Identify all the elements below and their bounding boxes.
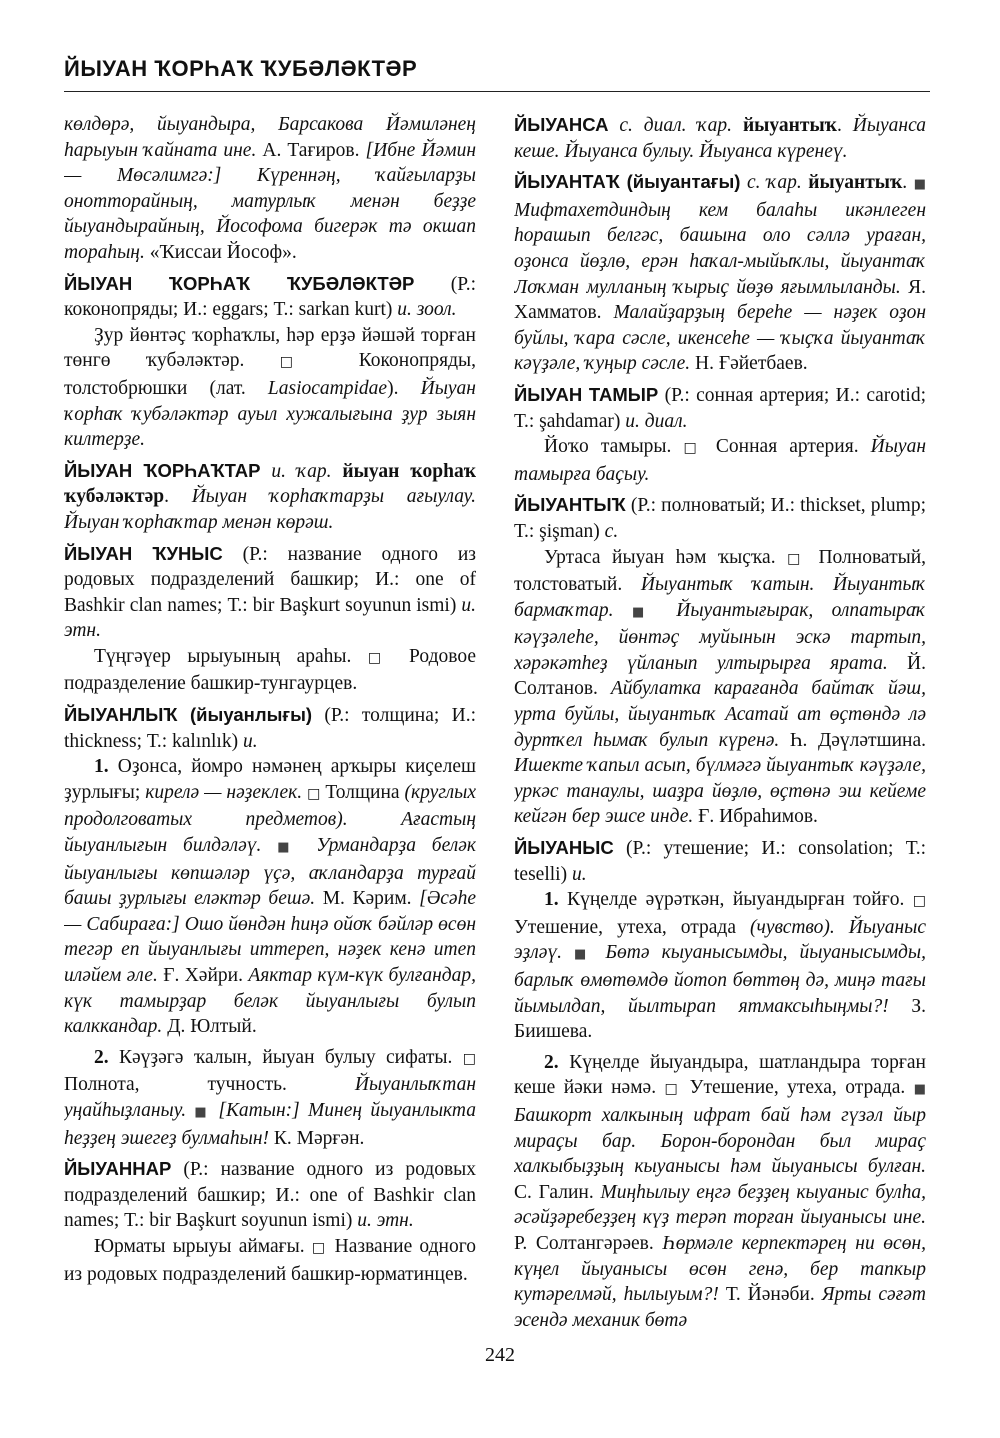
entry-paragraph xyxy=(514,1050,926,1332)
italic-text: и. этн. xyxy=(64,594,476,642)
entry-paragraph xyxy=(64,1234,476,1287)
italic-text: с. ҡар. xyxy=(747,172,802,194)
text-run: (Р.: название одного из родовых подразделений башкир; И.: one of Bashkir clan names; Т.: bir Başkurt soyunun ismi) xyxy=(64,1159,476,1232)
text-run: Утешение, утеха, отрада. xyxy=(681,1077,914,1099)
entry-paragraph xyxy=(64,754,476,1040)
translation-marker: □ xyxy=(912,893,926,910)
text-run: . xyxy=(902,172,914,194)
text-run: Я. Хамматов. xyxy=(514,276,926,324)
text-run xyxy=(658,600,676,621)
headword: ЙЫУАНЫС xyxy=(514,837,614,859)
text-run xyxy=(609,115,620,136)
translation-marker: □ xyxy=(311,1239,328,1256)
italic-text: Айбулатка карағанда байтаҡ йәш, урта буйлы, йыуантыҡ Асатай ат өҫтөндә лә дуртҡел һымаҡ булып күренә. xyxy=(514,678,926,751)
headword: ЙЫУАНЛЫҠ (йыуанлығы) xyxy=(64,704,313,726)
text-run: Оҙонса, йомро нәмәнең арҡыры киҫелеш ҙурлығы; xyxy=(64,756,476,803)
entry-paragraph xyxy=(64,1156,476,1234)
italic-text: и. ҡар. xyxy=(271,460,332,482)
text-run: Ғ. Ибраһимов. xyxy=(693,806,818,828)
text-run: Толщина xyxy=(320,781,405,803)
text-run: (Р.: толщина; И.: thickness; Т.: kalınlık) xyxy=(64,705,476,752)
text-run: Ҙур йөнтәҫ ҡорһаҡлы, һәр ерҙә йәшәй торған төнгө ҡубәләктәр. xyxy=(64,324,476,372)
italic-text: [Ибне Йәмин — Мөсәлимгә:] Күреннәң, ҡайғыларҙы онотторайның, матурлыҡ менән беҙҙе йыуандырайның, Йософома бигерәк тә окшап тораһың. xyxy=(64,139,476,263)
entry-paragraph xyxy=(514,112,926,164)
italic-text: и. этн. xyxy=(357,1210,414,1232)
bold-ref: 1. xyxy=(544,889,559,911)
text-run: Полноватый, толстоватый. xyxy=(514,546,926,596)
text-run: Ғ. Хәйри. xyxy=(157,965,249,986)
italic-text: [Әсәһе — Сабираға:] Ошо йөндән һиңә ойоҡ бәйләр өсөн тегәр еп йыуанлығы иттереп, нәҙек кенә итеп иләйем әле. xyxy=(64,888,476,986)
text-run: Родовое подразделение башкир-тунгаурцев. xyxy=(64,645,476,695)
entry-paragraph xyxy=(64,644,476,697)
text-run: Н. Ғәйетбаев. xyxy=(690,353,808,375)
bold-ref: 2. xyxy=(94,1046,109,1068)
bold-ref: йыуантыҡ xyxy=(808,172,903,194)
text-run: К. Мәрғән. xyxy=(269,1127,365,1149)
example-marker: ■ xyxy=(913,177,926,193)
headword: ЙЫУАНТАҠ (йыуантағы) xyxy=(514,171,741,193)
text-run: Название одного из родовых подразделений башкир-юрматинцев. xyxy=(64,1235,476,1285)
text-run: (Р.: коконопряды; И.: eggars; Т.: sarkan kurt) xyxy=(64,273,476,321)
text-run: Д. Юлтый. xyxy=(162,1016,257,1038)
entry-paragraph xyxy=(64,541,476,644)
italic-text: көлдөрә, йыуандыра, Барсакова Йәмиләнең һарыуын ҡайната ине. xyxy=(64,114,476,161)
right-column xyxy=(514,112,926,1332)
text-run: Уртаса йыуан һәм ҡыҫҡа. xyxy=(544,546,788,568)
text-run: Утешение, утеха, отрада xyxy=(514,916,751,938)
italic-text: Йыуантығырак, олпатыраҡ кәүҙәлеһе, йөнтәҫ муйынын эскә тартып, хәрәкәтһеҙ үйланып ултырырға ярата. xyxy=(514,599,926,674)
translation-marker: □ xyxy=(462,1050,476,1067)
entry-paragraph xyxy=(514,545,926,831)
text-run xyxy=(614,600,632,621)
headword: ЙЫУАН ҠУНЫС xyxy=(64,542,223,564)
text-run xyxy=(261,835,277,856)
italic-text: кирелә — нәҙеклек. xyxy=(145,781,303,803)
entry-paragraph xyxy=(64,702,476,754)
entry-paragraph xyxy=(64,112,476,266)
italic-text: Аяктар күм-күк булғандар, күк тамырҙар беләк йыуанлығы булып калккандар. xyxy=(64,965,476,1038)
text-run: С. Галин. xyxy=(514,1181,601,1203)
text-run: Түңгәүер ырыуының араһы. xyxy=(94,645,368,667)
text-run: Сонная артерия. xyxy=(703,436,871,458)
entry-paragraph xyxy=(514,835,926,887)
translation-marker: □ xyxy=(367,649,393,666)
bold-ref: 1. xyxy=(94,756,109,778)
translation-marker: □ xyxy=(787,550,807,567)
text-run: Йоҡо тамыры. xyxy=(544,436,684,458)
text-run: Күңелде әүрәткән, йыуандырған тойғо. xyxy=(558,889,913,911)
entry-paragraph xyxy=(514,382,926,434)
text-run xyxy=(300,835,316,856)
text-run: (Р.: полноватый; И.: thickset, plump; Т.: şişman) xyxy=(514,495,926,542)
example-marker: ■ xyxy=(574,947,594,963)
bold-ref: йыуан ҡорһаҡ ҡубәләктәр xyxy=(64,460,476,508)
italic-text: Йыуан тамырға баҫыу. xyxy=(514,436,926,485)
text-run: Юрматы ырыуы аймағы. xyxy=(94,1235,312,1257)
entry-paragraph xyxy=(64,271,476,323)
text-run: . xyxy=(164,486,192,508)
italic-text: Lasiocampidae xyxy=(267,377,388,399)
text-run: (Р.: утешение; И.: consolation; Т.: teselli) xyxy=(514,838,926,885)
entry-paragraph xyxy=(64,458,476,536)
italic-text: Малайҙарҙың береһе — нәҙек оҙон буйлы, ҡара сәсле, икенсеһе — ҡыҫҡа йыуантаҡ кәүҙәле, ҡуңыр сәсле. xyxy=(514,302,926,375)
headword: ЙЫУАНТЫҠ xyxy=(514,494,626,516)
italic-text: Һөрмәле керпектәрең ни өсөн, күңел йыуанысы өсөн генә, бер тапкыр кутәрелмәй, һылыуым?! xyxy=(514,1232,926,1306)
text-run: Коконопряды, толстобрюшки (лат. xyxy=(64,350,476,399)
text-run xyxy=(332,461,343,482)
italic-text: [Катын:] Минең йыуанлыкта һеҙҙең эшегеҙ булмаһын! xyxy=(64,1099,476,1149)
text-run xyxy=(594,942,606,963)
italic-text: и. диал. xyxy=(625,410,688,432)
text-run: (Р.: название одного из родовых подразделений башкир; И.: one of Bashkir clan names; Т.: bir Başkurt soyunun ismi) xyxy=(64,543,476,616)
entry-paragraph xyxy=(64,323,476,453)
italic-text: Йыуан ҡорһаҡтарҙы ағыулау. Йыуан ҡорһаҡтар менән көрәш. xyxy=(64,486,476,533)
text-run: Кәүҙәгә ҡалын, йыуан булыу сифаты. xyxy=(108,1046,463,1068)
text-run: ). xyxy=(387,377,421,399)
italic-text: и. xyxy=(242,730,258,752)
text-run: Һ. Дәүләтшина. xyxy=(779,729,926,751)
italic-text: Йыуантыҡ ҡатын. Йыуантыҡ бармаҡтар. xyxy=(514,574,926,621)
translation-marker: □ xyxy=(664,1081,682,1098)
example-marker: ■ xyxy=(277,840,301,856)
left-column xyxy=(64,112,476,1332)
example-marker: ■ xyxy=(194,1104,211,1120)
header-rule xyxy=(64,91,930,92)
translation-marker: □ xyxy=(279,354,324,371)
example-marker: ■ xyxy=(913,1082,926,1098)
italic-text: с. xyxy=(604,520,619,542)
bold-ref: 2. xyxy=(544,1051,559,1073)
text-run xyxy=(260,461,271,482)
entry-paragraph xyxy=(514,492,926,544)
entry-paragraph xyxy=(64,1045,476,1151)
italic-text: Урмандарҙа беләк йыуанлығы көпшәләр үҫә, аҡландарҙа турғай башы ҙурлығы еләктәр бешә. xyxy=(64,835,476,910)
text-run: «Ҡиссаи Йософ». xyxy=(149,241,297,263)
text-run: Күңелде йыуандыра, шатландыра торған кеше йәки нәмә. xyxy=(514,1051,926,1099)
text-run: Полнота, тучность. xyxy=(64,1074,355,1096)
running-head: ЙЫУАН ҠОРҺАҠ ҠУБӘЛӘКТӘР xyxy=(64,56,418,81)
italic-text: и. xyxy=(571,863,587,885)
text-run: А. Тағиров. xyxy=(262,139,366,161)
headword: ЙЫУАНСА xyxy=(514,114,609,135)
bold-ref: йыуантыҡ xyxy=(742,115,837,136)
italic-text: Мифтахетдиндың кем балаһы икәнлеген һорашып белгәс, башына оло сәллә ураған, оҙонса йөҙлө, ерән һаҡал-мыйыҡлы, йыуантаҡ Лоҡман мулланың ҡырыҫ йөҙө яғымлыланды. xyxy=(514,199,926,298)
italic-text: Йыуан ҡорһаҡ ҡубәләктәр ауыл хужалығына ҙур зыян килтерҙе. xyxy=(64,377,476,451)
text-run xyxy=(732,115,743,136)
example-marker: ■ xyxy=(631,604,658,620)
italic-text: Ишекте ҡапыл асып, бүлмәгә йыуантыҡ кәүҙәле, уркәс танаулы, шаҙра йөҙлө, өҫтөнә эш кейеме кейгән бер эшсе инде. xyxy=(514,755,926,828)
italic-text: Йыуанлыҡтан уңайһыҙланыу. xyxy=(64,1074,476,1121)
headword: ЙЫУАН ҠОРҺАҠ ҠУБӘЛӘКТӘР xyxy=(64,272,415,294)
text-run: М. Кәрим. xyxy=(315,888,420,910)
text-run: З. Биишева. xyxy=(514,995,926,1043)
italic-text: Йыуанса кеше. Йыуанса булыу. Йыуанса күренеү. xyxy=(514,115,926,162)
italic-text: Ярты сәғәт эсендә механик бөтә xyxy=(514,1284,926,1331)
italic-text: Миңһылыу еңгә беҙҙең кыуаныс булһа, әсәйҙәребеҙҙең күҙ терәп торған йыуанысы ине. xyxy=(514,1181,926,1229)
italic-text: с. диал. ҡар. xyxy=(619,115,733,136)
text-run: Р. Солтангәрәев. xyxy=(514,1232,663,1254)
translation-marker: □ xyxy=(307,785,321,802)
text-run: Й. Солтанов. xyxy=(514,652,926,700)
headword: ЙЫУАН ҠОРҺАҠТАР xyxy=(64,459,261,481)
text-run: (Р.: сонная артерия; И.: carotid; Т.: şahdamar) xyxy=(514,384,926,432)
italic-text: Башкорт халкының ифрат бай һәм гүзәл йыр мираҫы бар. Борон-борондан был мираҫ халкыбыҙҙың кыуанысы һәм йыуанысы булған. xyxy=(514,1104,926,1178)
italic-text: и. зоол. xyxy=(397,299,457,321)
entry-paragraph xyxy=(514,434,926,487)
italic-text: Бөтә кыуанысымды, йыуанысымды, барлыҡ өмөтөмдө йотоп бөттөң дә, миңә тағы йымылдап, йылтырап ятмаксыһыңмы?! xyxy=(514,942,926,1017)
headword: ЙЫУАН ТАМЫР xyxy=(514,383,659,405)
entry-paragraph xyxy=(514,169,926,377)
entry-paragraph xyxy=(514,887,926,1045)
text-run: . xyxy=(836,115,853,136)
headword: ЙЫУАННАР xyxy=(64,1158,172,1180)
translation-marker: □ xyxy=(683,440,704,457)
page-number: 242 xyxy=(485,1344,515,1366)
italic-text: (чувство). Йыуаныс эҙләү. xyxy=(514,916,926,964)
italic-text: (круглых продолговатых предметов). Ағастың йыуанлығын билдәләү. xyxy=(64,781,476,857)
text-run xyxy=(562,942,574,963)
text-run: Т. Йәнәби. xyxy=(718,1284,822,1306)
